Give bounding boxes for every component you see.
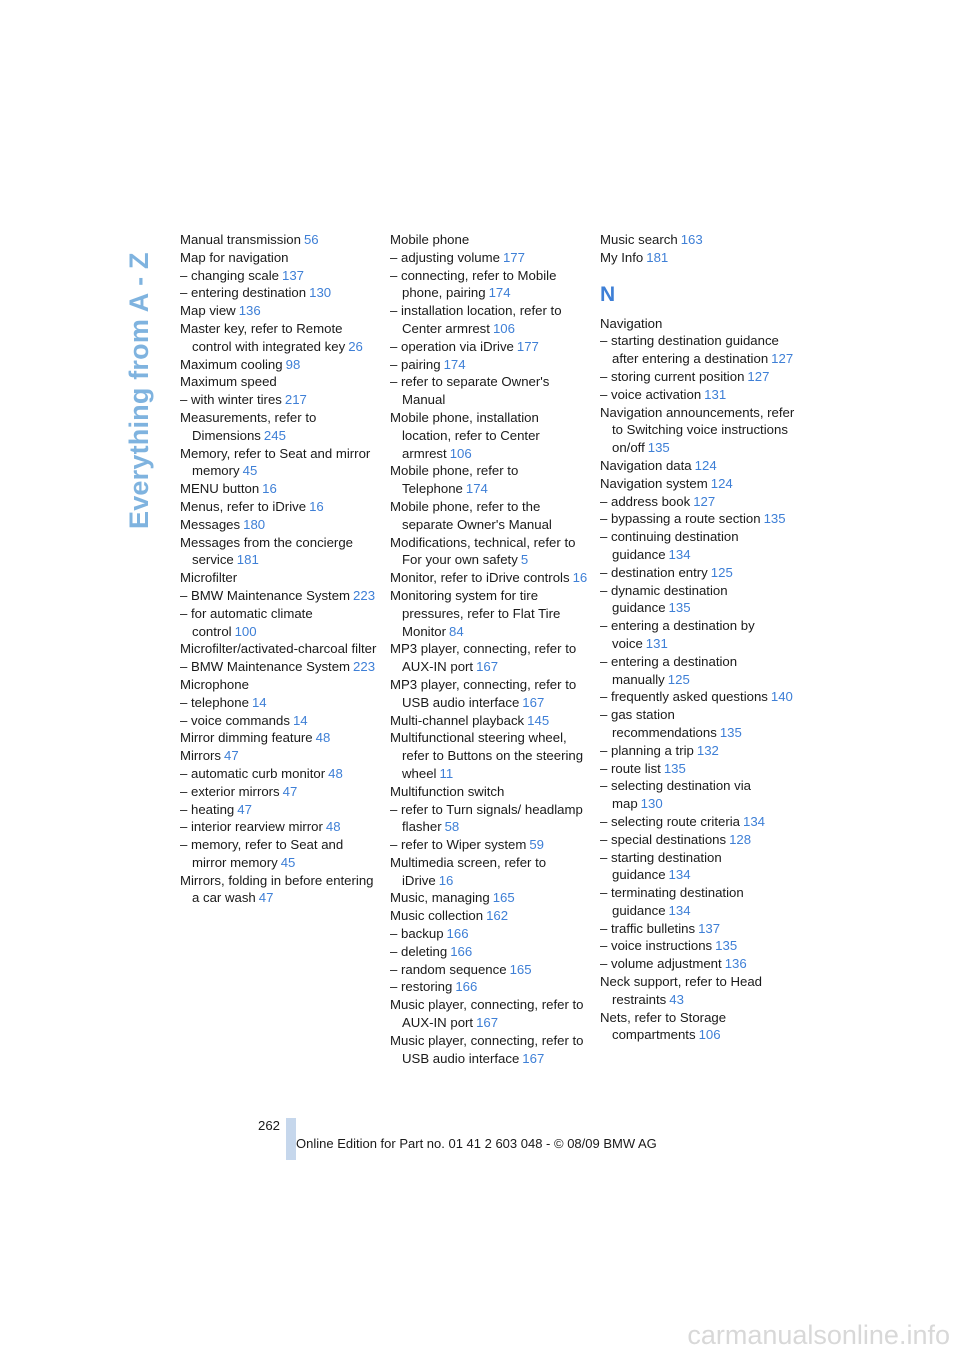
page-number: 262 [257,1118,280,1133]
page-reference-link[interactable]: 125 [710,564,733,580]
page-reference-link[interactable]: 131 [645,635,668,651]
index-entry [600,404,798,457]
index-entry [600,475,798,493]
index-term: Navigation [600,315,663,331]
index-column-1 [180,231,378,907]
index-term: Maximum cooling [180,356,283,372]
index-term: Master key, refer to Remote control with integrated key [180,320,346,354]
page-reference-link[interactable]: 14 [292,712,308,728]
footer-accent-bar [286,1118,296,1160]
index-term: – heating [180,801,235,817]
page-reference-link[interactable]: 136 [724,956,747,972]
watermark: carmanualsonline.info [687,1320,950,1350]
page-reference-link[interactable]: 134 [668,867,691,883]
page-reference-link[interactable]: 166 [446,926,469,942]
index-entry [600,813,798,831]
index-entry [390,231,588,249]
index-term: – address book [600,493,691,509]
index-column-3-bottom [600,315,798,1045]
index-term: Messages from the concierge service [180,534,353,568]
index-term: – pairing [390,356,441,372]
page-reference-link[interactable]: 130 [309,285,332,301]
index-entry [600,457,798,475]
index-term: – refer to Wiper system [390,837,527,853]
index-term: Microfilter/activated-charcoal filter [180,641,377,657]
index-entry [390,907,588,925]
page-reference-link[interactable]: 135 [647,440,670,456]
index-entry [390,356,588,374]
page-reference-link[interactable]: 136 [238,303,261,319]
index-entry [180,516,378,534]
index-column-3 [600,231,798,1044]
index-term: – restoring [390,979,453,995]
index-term: – storing current position [600,368,745,384]
page-reference-link[interactable]: 134 [668,902,691,918]
index-entry [390,462,588,498]
page-reference-link[interactable]: 145 [527,712,550,728]
index-term: Navigation data [600,457,692,473]
page-reference-link[interactable]: 181 [646,249,669,265]
page-reference-link[interactable]: 167 [476,1015,499,1031]
index-entry [600,760,798,778]
index-entry [600,920,798,938]
index-entry [180,801,378,819]
page-reference-link[interactable]: 135 [763,511,786,527]
page-reference-link[interactable]: 98 [285,356,301,372]
index-entry [180,694,378,712]
page-reference-link[interactable]: 167 [476,659,499,675]
index-term: – voice commands [180,712,290,728]
index-term: – interior rearview mirror [180,819,323,835]
page-reference-link[interactable]: 56 [303,232,319,247]
page-reference-link[interactable]: 84 [448,623,464,639]
index-term: – refer to Turn signals/ headlamp flasher [390,801,583,835]
index-entry [180,534,378,570]
page-reference-link[interactable]: 167 [522,694,545,710]
index-entry [180,267,378,285]
index-term: – for automatic climate control [180,605,313,639]
index-term: Nets, refer to Storage compartments [600,1009,727,1043]
index-term: Mirrors, folding in before entering a car wash [180,872,374,906]
index-term: – voice instructions [600,938,713,954]
index-term: Microfilter [180,570,238,586]
page-reference-link[interactable]: 48 [328,765,343,781]
page-reference-link[interactable]: 223 [353,587,376,603]
page-reference-link[interactable]: 14 [251,694,267,710]
index-entry [180,765,378,783]
index-term: – backup [390,926,444,942]
index-entry [600,1009,798,1045]
index-term: Music search [600,232,678,247]
page-reference-link[interactable]: 167 [522,1050,545,1066]
index-entry [390,338,588,356]
page-reference-link[interactable]: 140 [770,689,793,705]
index-entry [180,480,378,498]
index-term: Neck support, refer to Head restraints [600,974,762,1007]
page-reference-link[interactable]: 174 [488,285,511,301]
index-entry [180,320,378,356]
index-entry [600,884,798,920]
page-reference-link[interactable]: 217 [284,392,307,408]
index-term: MP3 player, connecting, refer to AUX-IN port [390,641,577,675]
index-entry [600,528,798,564]
index-term: Mobile phone, installation location, refer to Center armrest [390,409,540,461]
page-reference-link[interactable]: 5 [520,552,529,568]
page-reference-link[interactable]: 135 [668,600,691,616]
page-reference-link[interactable]: 16 [438,872,454,888]
index-term: – dynamic destination guidance [600,582,728,616]
index-term: Map view [180,303,236,319]
index-entry [600,315,798,333]
index-term: – connecting, refer to Mobile phone, pairing [390,267,557,301]
index-entry [390,534,588,570]
side-section-title [122,231,156,529]
index-entry [390,943,588,961]
index-entry [600,564,798,582]
index-term: – exterior mirrors [180,783,280,799]
index-term: Memory, refer to Seat and mirror memory [180,445,371,479]
page-reference-link[interactable]: 47 [237,801,252,817]
index-entry [180,658,378,676]
page-reference-link[interactable]: 47 [224,748,239,764]
index-term: Mobile phone [390,232,470,247]
page-reference-link[interactable]: 165 [509,961,532,977]
index-term: – terminating destination guidance [600,885,744,918]
index-term: – with winter tires [180,392,282,408]
page-reference-link[interactable]: 45 [242,463,258,479]
page-reference-link[interactable]: 48 [315,730,331,746]
index-term: Music collection [390,908,484,924]
index-entry [390,267,588,303]
index-entry [600,955,798,973]
index-entry [390,783,588,801]
index-term: Maximum speed [180,374,277,390]
page-reference-link[interactable]: 59 [529,837,544,853]
index-term: – changing scale [180,267,279,283]
page-reference-link[interactable]: 223 [353,659,376,675]
index-term: Manual transmission [180,232,301,247]
index-entry [180,640,378,658]
page-reference-link[interactable]: 127 [771,351,794,367]
index-column-3-top [600,231,798,267]
page-reference-link[interactable]: 166 [455,979,478,995]
index-column-2 [390,231,588,1067]
index-term: – adjusting volume [390,249,500,265]
index-entry [180,445,378,481]
index-term: – operation via iDrive [390,338,514,354]
index-entry [600,493,798,511]
index-term: Multifunctional steering wheel, refer to Buttons on the steering wheel [390,730,584,781]
index-term: – planning a trip [600,742,694,758]
index-term: – route list [600,760,661,776]
index-entry [390,1032,588,1068]
index-term: MP3 player, connecting, refer to USB audio interface [390,676,577,710]
page-reference-link[interactable]: 137 [281,267,304,283]
page-reference-link[interactable]: 132 [696,742,719,758]
page-reference-link[interactable]: 174 [465,481,488,497]
page-reference-link[interactable]: 124 [710,475,733,491]
index-entry [390,569,588,587]
index-entry [600,582,798,618]
index-term: – deleting [390,943,448,959]
index-term: – selecting route criteria [600,813,741,829]
page-reference-link[interactable]: 124 [694,457,717,473]
index-entry [180,231,378,249]
index-term: Mirrors [180,748,222,764]
index-term: – special destinations [600,831,727,847]
page-reference-link[interactable]: 16 [262,481,277,497]
index-entry [390,373,588,409]
index-term: Microphone [180,676,249,692]
index-entry [180,712,378,730]
index-entry [600,831,798,849]
index-term: Menus, refer to iDrive [180,498,307,514]
index-entry [180,284,378,302]
index-term: – volume adjustment [600,956,722,972]
index-entry [390,925,588,943]
index-term: – starting destination guidance after entering a destination [600,333,779,367]
index-entry [390,978,588,996]
page-reference-link[interactable]: 45 [280,854,296,870]
index-term: – frequently asked questions [600,689,768,705]
page-reference-link[interactable]: 135 [715,938,738,954]
index-term: – BMW Maintenance System [180,587,351,603]
page-reference-link[interactable]: 130 [640,796,663,812]
page-reference-link[interactable]: 16 [572,570,588,586]
page-reference-link[interactable]: 135 [719,724,742,740]
index-term: Monitoring system for tire pressures, refer to Flat Tire Monitor [390,587,561,639]
page-reference-link[interactable]: 245 [263,427,286,443]
index-entry [180,676,378,694]
index-term: Mirror dimming feature [180,730,313,746]
page-reference-link[interactable]: 43 [669,991,684,1007]
footer-edition-text: Online Edition for Part no. 01 41 2 603 048 - © 08/09 BMW AG [296,1136,657,1151]
index-entry [600,332,798,368]
page-reference-link[interactable]: 137 [698,920,721,936]
page-reference-link[interactable]: 127 [693,493,716,509]
index-term: Measurements, refer to Dimensions [180,409,317,443]
index-entry [180,302,378,320]
index-entry [600,706,798,742]
index-term: – telephone [180,694,249,710]
index-term: Modifications, technical, refer to For your own safety [390,534,576,568]
index-entry [180,409,378,445]
index-entry [390,996,588,1032]
page-reference-link[interactable]: 128 [729,831,752,847]
page-reference-link[interactable]: 26 [348,338,363,354]
index-entry [600,249,798,267]
page-reference-link[interactable]: 162 [486,908,509,924]
index-entry [390,409,588,462]
index-term: – traffic bulletins [600,920,696,936]
index-entry [180,498,378,516]
index-term: Music player, connecting, refer to USB audio interface [390,1032,584,1066]
index-entry [390,302,588,338]
index-entry [600,688,798,706]
index-term: – selecting destination via map [600,778,752,812]
page-reference-link[interactable]: 166 [450,943,473,959]
index-term: – installation location, refer to Center armrest [390,303,562,336]
section-letter-heading: N [600,282,616,306]
index-term: – memory, refer to Seat and mirror memory [180,837,344,870]
side-title-text: Everything from A - Z [124,252,154,529]
index-entry [180,729,378,747]
index-entry [180,373,378,391]
page-reference-link[interactable]: 106 [698,1027,721,1043]
index-term: – automatic curb monitor [180,765,326,781]
page-reference-link[interactable]: 58 [444,819,460,835]
page-reference-link[interactable]: 11 [439,765,454,781]
index-term: Multifunction switch [390,783,505,799]
index-entry [600,937,798,955]
index-term: – bypassing a route section [600,511,761,527]
page-reference-link[interactable]: 135 [663,760,686,776]
index-entry [600,617,798,653]
page-reference-link[interactable]: 106 [449,445,472,461]
index-term: Navigation system [600,475,708,491]
index-entry [180,783,378,801]
index-entry [180,747,378,765]
index-entry [390,676,588,712]
index-term: Multi-channel playback [390,712,525,728]
index-entry [600,653,798,689]
page-reference-link[interactable]: 125 [667,671,690,687]
page-reference-link[interactable]: 16 [309,498,324,514]
index-entry [390,801,588,837]
index-entry [600,510,798,528]
index-entry [390,498,588,534]
page-reference-link[interactable]: 134 [668,546,691,562]
page-reference-link[interactable]: 177 [516,338,539,354]
index-entry [180,872,378,908]
page-reference-link[interactable]: 177 [502,249,525,265]
index-entry [600,973,798,1009]
index-term: Map for navigation [180,249,289,265]
index-entry [180,587,378,605]
page-reference-link[interactable]: 47 [258,890,274,906]
index-term: My Info [600,249,644,265]
index-term: – random sequence [390,961,507,977]
index-term: Monitor, refer to iDrive controls [390,570,570,586]
index-term: – starting destination guidance [600,849,722,883]
page-reference-link[interactable]: 181 [236,552,259,568]
index-entry [390,854,588,890]
page-reference-link[interactable]: 106 [492,320,515,336]
index-entry [390,587,588,640]
index-term: Mobile phone, refer to the separate Owner's Manual [390,498,552,532]
page-reference-link[interactable]: 174 [443,356,466,372]
page-reference-link[interactable]: 163 [680,232,703,247]
index-term: Messages [180,516,241,532]
index-entry [390,836,588,854]
index-entry [600,742,798,760]
page-reference-link[interactable]: 180 [243,516,266,532]
index-term: – continuing destination guidance [600,529,739,562]
page-reference-link[interactable]: 131 [704,386,727,402]
index-term: Navigation announcements, refer to Switching voice instructions on/off [600,404,795,456]
index-entry [180,818,378,836]
index-entry [180,569,378,587]
index-entry [600,231,798,249]
index-term: Music player, connecting, refer to AUX-IN port [390,997,584,1031]
index-entry [600,368,798,386]
index-term: Mobile phone, refer to Telephone [390,463,519,497]
index-term: MENU button [180,481,260,497]
index-entry [390,249,588,267]
index-entry [390,889,588,907]
index-entry [390,640,588,676]
index-term: Music, managing [390,890,490,906]
index-term: – BMW Maintenance System [180,659,351,675]
index-term: – refer to separate Owner's Manual [390,374,550,408]
index-entry [600,777,798,813]
index-entry [180,249,378,267]
index-entry [180,356,378,374]
index-entry [180,605,378,641]
index-entry [600,849,798,885]
index-entry [180,836,378,872]
index-term: – entering destination [180,285,307,301]
index-entry [390,729,588,782]
index-entry [180,391,378,409]
page-reference-link[interactable]: 48 [325,819,341,835]
index-term: – entering a destination by voice [600,618,755,651]
index-term: – entering a destination manually [600,653,738,687]
page-reference-link[interactable]: 47 [282,783,298,799]
index-entry [390,961,588,979]
index-entry [390,712,588,730]
page-reference-link[interactable]: 127 [747,368,770,384]
page-reference-link[interactable]: 165 [492,890,515,906]
index-term: Multimedia screen, refer to iDrive [390,854,547,888]
index-entry [600,386,798,404]
index-term: – gas station recommendations [600,707,717,740]
index-term: – voice activation [600,386,702,402]
index-term: – destination entry [600,564,708,580]
page-reference-link[interactable]: 134 [743,813,766,829]
page-reference-link[interactable]: 100 [234,623,257,639]
